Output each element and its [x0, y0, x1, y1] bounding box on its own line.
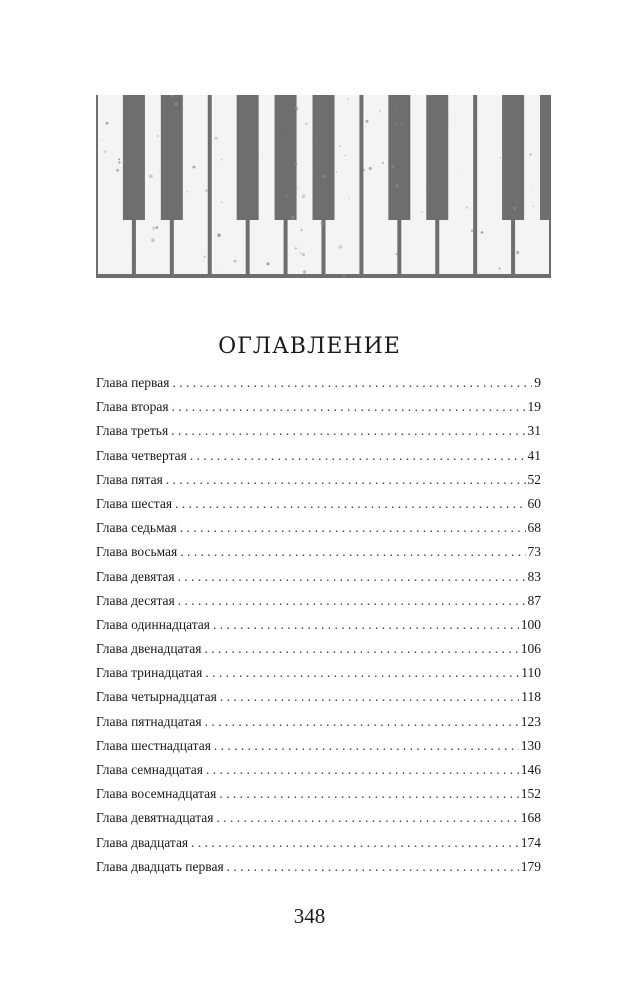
- toc-leader-dots: [220, 689, 519, 705]
- toc-entry: [96, 423, 541, 447]
- toc-entry: [96, 569, 541, 593]
- toc-entry-title: Глава первая: [96, 375, 170, 390]
- print-speck: [339, 245, 342, 248]
- print-speck: [217, 234, 221, 238]
- print-speck: [256, 159, 257, 160]
- print-speck: [297, 187, 298, 188]
- toc-leader-dots: [216, 810, 518, 826]
- toc-entry-page: 110: [521, 665, 541, 681]
- print-speck: [151, 238, 155, 242]
- page-title: ОГЛАВЛЕНИЕ: [218, 334, 401, 359]
- print-speck: [203, 256, 205, 258]
- toc-entry: [96, 641, 541, 665]
- print-speck: [377, 113, 378, 114]
- print-speck: [343, 275, 346, 278]
- print-speck: [131, 256, 132, 257]
- toc-entry: [96, 496, 541, 520]
- print-speck: [481, 231, 484, 234]
- print-speck: [152, 227, 156, 231]
- print-speck: [349, 198, 350, 199]
- toc-leader-dots: [204, 641, 518, 657]
- toc-entry-title: Глава девятая: [96, 568, 175, 584]
- toc-entry: [96, 762, 541, 786]
- toc-entry-title: Глава седьмая: [96, 520, 177, 536]
- print-speck: [373, 165, 374, 166]
- print-speck: [295, 247, 297, 249]
- toc-entry-title: Глава девятнадцатая: [96, 810, 214, 826]
- print-speck: [295, 163, 298, 166]
- print-speck: [266, 262, 269, 265]
- toc-entry-page: 123: [520, 713, 541, 729]
- print-speck: [319, 197, 320, 198]
- toc-leader-dots: [178, 593, 526, 609]
- print-speck: [106, 122, 109, 125]
- print-speck: [149, 174, 153, 178]
- toc-leader-dots: [180, 544, 525, 560]
- print-speck: [303, 270, 307, 274]
- toc-entry-title: Глава десятая: [96, 592, 175, 608]
- toc-entry-title: Глава восьмая: [96, 544, 178, 560]
- print-speck: [174, 102, 178, 106]
- toc-entry-page: 106: [520, 641, 541, 657]
- print-speck: [339, 145, 341, 147]
- print-speck: [215, 137, 218, 140]
- print-speck: [369, 167, 372, 170]
- toc-entry: [96, 448, 541, 472]
- print-speck: [366, 120, 369, 123]
- toc-entry: [96, 399, 541, 423]
- print-speck: [205, 189, 208, 192]
- print-speck: [102, 139, 103, 140]
- toc-entry-title: Глава двадцатая: [96, 834, 189, 850]
- print-speck: [323, 175, 327, 179]
- print-speck: [379, 110, 381, 112]
- print-speck: [221, 202, 222, 203]
- toc-entry: [96, 472, 541, 496]
- print-speck: [313, 171, 314, 172]
- toc-entry: [96, 520, 541, 544]
- print-speck: [116, 169, 119, 172]
- toc-leader-dots: [205, 665, 519, 681]
- toc-leader-dots: [206, 762, 519, 778]
- toc-entry-title: Глава вторая: [96, 399, 169, 415]
- toc-entry-title: Глава восемнадцатая: [96, 786, 217, 802]
- print-speck: [471, 230, 473, 232]
- toc-entry-title: Глава тринадцатая: [96, 665, 203, 681]
- toc-entry: [96, 665, 541, 689]
- toc-entry-page: 41: [527, 447, 541, 463]
- print-speck: [172, 274, 174, 276]
- toc-leader-dots: [180, 520, 526, 536]
- print-speck: [300, 252, 302, 254]
- print-speck: [533, 206, 535, 208]
- toc-entry-page: 168: [520, 810, 541, 826]
- print-speck: [455, 119, 456, 120]
- toc-leader-dots: [205, 714, 519, 730]
- toc-entry: [96, 714, 541, 738]
- toc-entry-title: Глава четырнадцатая: [96, 689, 217, 705]
- print-speck: [217, 270, 218, 271]
- print-speck: [246, 100, 247, 101]
- toc-leader-dots: [172, 399, 526, 415]
- toc-entry-title: Глава двенадцатая: [96, 641, 202, 657]
- print-speck: [394, 108, 396, 110]
- print-speck: [502, 199, 503, 200]
- print-speck: [499, 157, 501, 159]
- print-speck: [316, 140, 318, 142]
- print-speck: [294, 107, 298, 111]
- toc-leader-dots: [172, 375, 532, 391]
- toc-entry-page: 31: [527, 423, 541, 439]
- toc-entry-page: 83: [527, 568, 541, 584]
- print-speck: [291, 216, 295, 220]
- print-speck: [516, 251, 519, 254]
- print-speck: [221, 159, 223, 161]
- print-speck: [103, 150, 106, 153]
- print-speck: [363, 169, 365, 171]
- toc-entry-title: Глава двадцать первая: [96, 858, 224, 874]
- print-speck: [532, 189, 533, 190]
- toc-leader-dots: [190, 448, 526, 464]
- toc-entry: [96, 835, 541, 859]
- toc-entry-page: 179: [520, 858, 541, 874]
- print-speck: [157, 135, 159, 137]
- toc-entry: [96, 810, 541, 834]
- print-speck: [285, 194, 288, 197]
- toc-entry-page: 73: [527, 544, 541, 560]
- print-speck: [305, 123, 307, 125]
- print-speck: [465, 206, 468, 209]
- toc-entry: [96, 617, 541, 641]
- toc-entry-page: 68: [527, 520, 541, 536]
- print-speck: [395, 184, 399, 188]
- print-speck: [118, 161, 120, 163]
- print-speck: [118, 158, 120, 160]
- toc-entry-page: 152: [520, 786, 541, 802]
- print-speck: [513, 207, 516, 210]
- print-speck: [394, 122, 397, 125]
- print-speck: [179, 215, 181, 217]
- toc-entry-title: Глава семнадцатая: [96, 762, 203, 777]
- toc-entry-page: 146: [520, 762, 541, 777]
- print-speck: [530, 153, 532, 155]
- print-speck: [180, 150, 181, 151]
- print-speck: [321, 222, 324, 225]
- toc-entry: [96, 375, 541, 399]
- page-number: 348: [293, 904, 326, 928]
- print-speck: [320, 104, 322, 106]
- toc-entry: [96, 593, 541, 617]
- toc-entry-title: Глава шестнадцатая: [96, 737, 211, 753]
- piano-keys-illustration: [96, 95, 551, 278]
- toc-entry-page: 174: [520, 834, 541, 850]
- toc-entry: [96, 859, 541, 883]
- print-speck: [186, 191, 188, 193]
- toc-leader-dots: [213, 617, 519, 633]
- print-speck: [362, 175, 363, 176]
- print-speck: [347, 99, 349, 101]
- print-speck: [473, 127, 475, 129]
- print-speck: [172, 101, 173, 102]
- toc-leader-dots: [219, 786, 518, 802]
- toc-entry-page: 19: [527, 399, 541, 415]
- toc-entry-page: 118: [521, 689, 541, 705]
- toc-leader-dots: [166, 472, 526, 488]
- print-speck: [336, 172, 337, 173]
- print-speck: [344, 155, 345, 156]
- print-speck: [461, 170, 462, 171]
- print-speck: [301, 229, 303, 231]
- toc-entry-title: Глава четвертая: [96, 447, 187, 463]
- toc-leader-dots: [227, 859, 519, 875]
- table-of-contents: [96, 375, 541, 883]
- toc-entry-title: Глава пятая: [96, 471, 163, 487]
- print-speck: [429, 184, 431, 186]
- print-speck: [279, 135, 281, 137]
- toc-entry-page: 130: [520, 737, 541, 753]
- toc-entry-title: Глава одиннадцатая: [96, 616, 210, 632]
- toc-entry-page: 60: [527, 495, 541, 511]
- print-speck: [362, 215, 364, 217]
- print-speck: [391, 165, 394, 168]
- toc-entry: [96, 689, 541, 713]
- print-speck: [499, 268, 501, 270]
- print-speck: [302, 253, 305, 256]
- toc-leader-dots: [191, 835, 519, 851]
- toc-leader-dots: [214, 738, 519, 754]
- toc-leader-dots: [178, 569, 526, 585]
- toc-entry-page: 52: [527, 471, 541, 487]
- toc-entry-title: Глава шестая: [96, 495, 173, 511]
- toc-leader-dots: [171, 423, 525, 439]
- print-speck: [124, 159, 126, 161]
- print-speck: [382, 162, 384, 164]
- print-speck: [302, 195, 306, 199]
- print-speck: [421, 211, 423, 213]
- toc-entry: [96, 786, 541, 810]
- print-speck: [234, 260, 237, 263]
- print-speck: [400, 123, 403, 126]
- toc-entry-title: Глава третья: [96, 423, 169, 439]
- toc-entry-title: Глава пятнадцатая: [96, 713, 202, 729]
- toc-entry-page: 87: [527, 592, 541, 608]
- toc-entry: [96, 738, 541, 762]
- toc-entry-page: 100: [520, 616, 541, 632]
- print-speck: [396, 253, 398, 255]
- toc-entry-page: 9: [534, 375, 541, 390]
- toc-entry: [96, 544, 541, 568]
- toc-leader-dots: [175, 496, 525, 512]
- print-speck: [156, 226, 159, 229]
- print-speck: [192, 166, 195, 169]
